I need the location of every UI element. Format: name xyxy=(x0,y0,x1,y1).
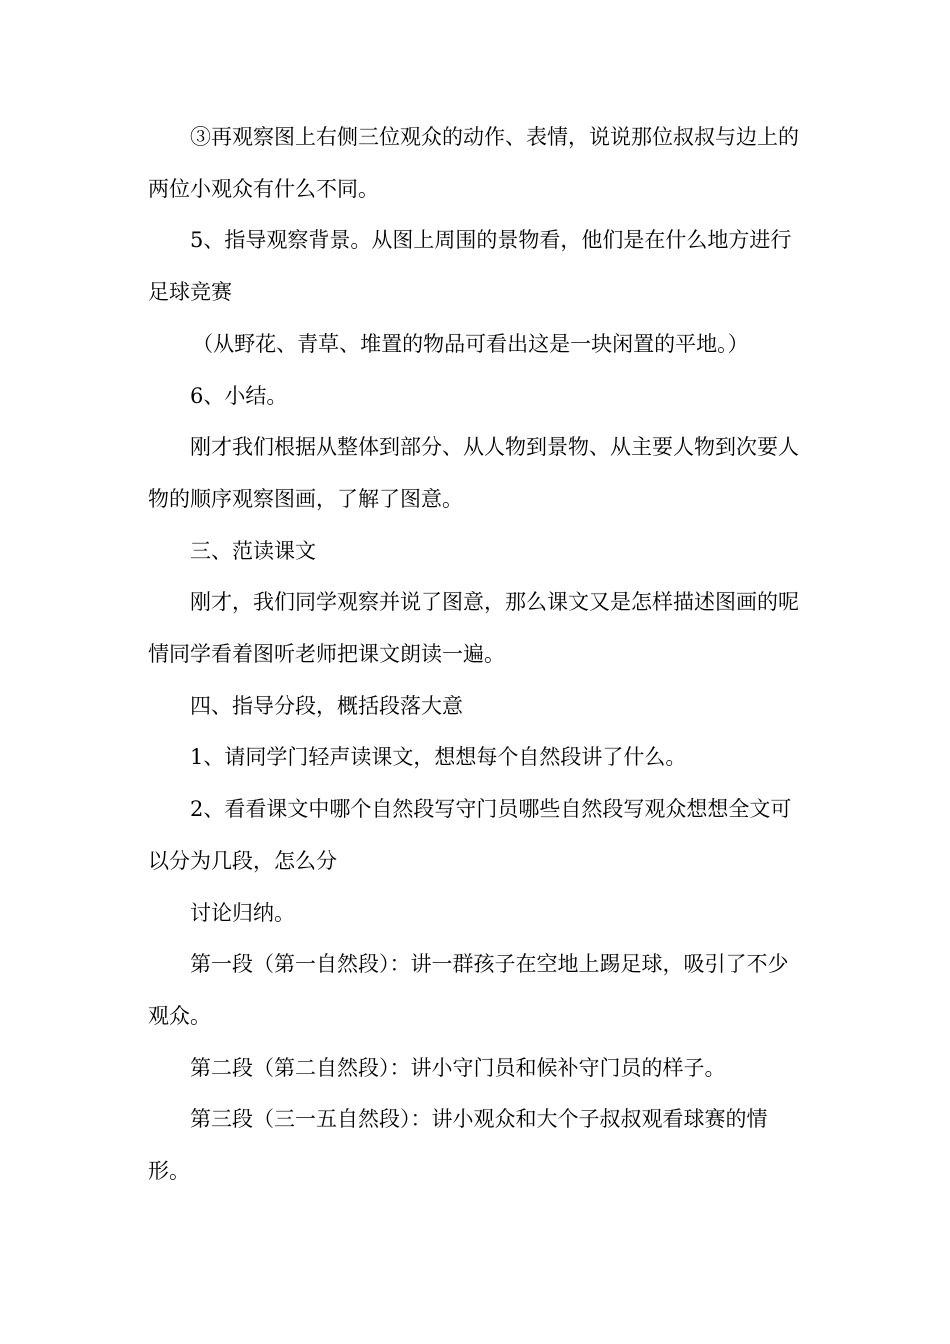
paragraph-discussion: 讨论归纳。 xyxy=(190,900,295,925)
paragraph-segment-2: 第二段（第二自然段）：讲小守门员和候补守门员的样子。 xyxy=(190,1055,726,1080)
paragraph-summary-heading: 6、小结。 xyxy=(190,383,288,408)
paragraph-observe-audience: ③再观察图上右侧三位观众的动作、表情，说说那位叔叔与边上的两位小观众有什么不同。 xyxy=(148,125,799,201)
paragraph-background-note: （从野花、青草、堆置的物品可看出这是一块闲置的平地。） xyxy=(192,331,749,356)
paragraph-segment-3: 第三段（三一五自然段）：讲小观众和大个子叔叔观看球赛的情形。 xyxy=(148,1107,768,1184)
section-heading-model-reading: 三、范读课文 xyxy=(190,538,316,563)
paragraph-observe-background: 5、指导观察背景。从图上周围的景物看，他们是在什么地方进行足球竞赛 xyxy=(148,228,792,305)
paragraph-model-reading: 刚才，我们同学观察并说了图意，那么课文又是怎样描述图画的呢情同学看着图听老师把课文朗读一遍。 xyxy=(148,590,799,667)
paragraph-step-2: 2、看看课文中哪个自然段写守门员哪些自然段写观众想想全文可以分为几段，怎么分 xyxy=(148,797,792,873)
paragraph-step-1: 1、请同学门轻声读课文，想想每个自然段讲了什么。 xyxy=(190,745,687,770)
document-body xyxy=(148,112,802,1198)
paragraph-segment-1: 第一段（第一自然段）：讲一群孩子在空地上踢足球，吸引了不少观众。 xyxy=(148,952,789,1028)
paragraph-summary-text: 刚才我们根据从整体到部分、从人物到景物、从主要人物到次要人物的顺序观察图画，了解了图意。 xyxy=(148,435,799,511)
section-heading-segmenting: 四、指导分段，概括段落大意 xyxy=(190,693,463,718)
